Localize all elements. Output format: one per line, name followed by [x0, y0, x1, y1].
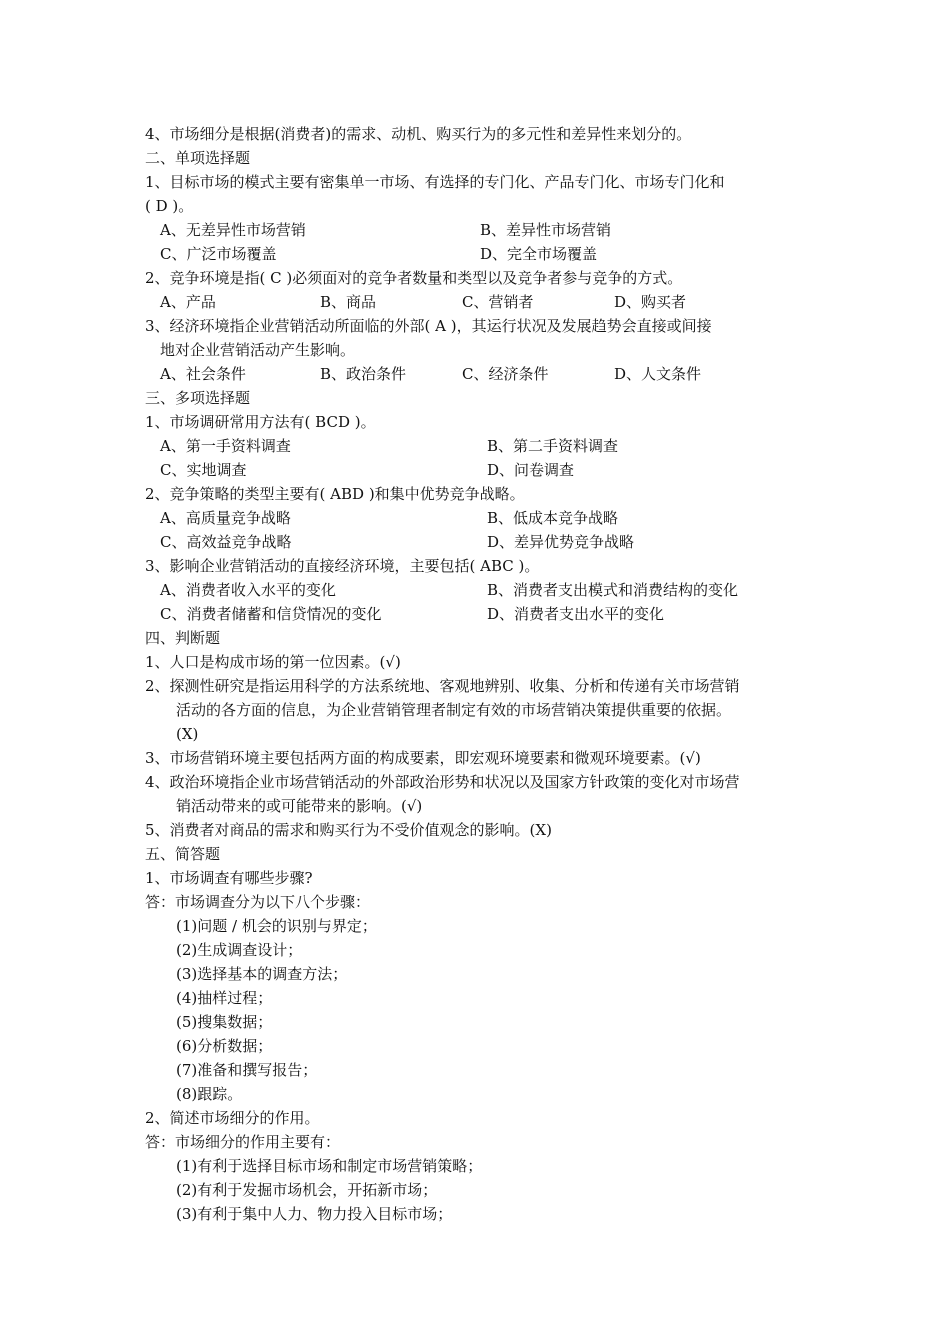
question-true-false-4-intro: 4、市场细分是根据(消费者)的需求、动机、购买行为的多元性和差异性来划分的。	[145, 125, 692, 143]
single-choice-question-1: 1、目标市场的模式主要有密集单一市场、有选择的专门化、产品专门化、市场专门化和	[145, 173, 725, 191]
option-a: A、无差异性市场营销	[160, 221, 306, 239]
option-d: D、消费者支出水平的变化	[487, 605, 665, 623]
option-b: B、商品	[320, 293, 377, 311]
true-false-question-3: 3、市场营销环境主要包括两方面的构成要素，即宏观环境要素和微观环境要素。(√)	[145, 749, 701, 767]
answer-step: (4)抽样过程；	[176, 989, 273, 1007]
option-b: B、低成本竞争战略	[487, 509, 619, 527]
option-d: D、差异优势竞争战略	[487, 533, 635, 551]
true-false-question-2: 2、探测性研究是指运用科学的方法系统地、客观地辨别、收集、分析和传递有关市场营销	[145, 677, 740, 695]
option-c: C、经济条件	[462, 365, 549, 383]
answer-step: (3)选择基本的调查方法；	[176, 965, 348, 983]
short-answer-1-answer: 答：市场调查分为以下八个步骤：	[145, 893, 371, 911]
answer-step: (2)生成调查设计；	[176, 941, 303, 959]
single-choice-question-2: 2、竞争环境是指( C )必须面对的竞争者数量和类型以及竞争者参与竞争的方式。	[145, 269, 683, 287]
section-heading-short-answer: 五、简答题	[145, 845, 221, 863]
section-heading-single-choice: 二、单项选择题	[145, 149, 251, 167]
option-b: B、消费者支出模式和消费结构的变化	[487, 581, 739, 599]
option-c: C、高效益竞争战略	[160, 533, 292, 551]
answer-point: (1)有利于选择目标市场和制定市场营销策略；	[176, 1157, 483, 1175]
option-d: D、问卷调查	[487, 461, 575, 479]
multiple-choice-question-1: 1、市场调研常用方法有( BCD )。	[145, 413, 376, 431]
answer-step: (1)问题 / 机会的识别与界定；	[176, 917, 377, 935]
answer-step: (5)搜集数据；	[176, 1013, 273, 1031]
option-c: C、广泛市场覆盖	[160, 245, 277, 263]
section-heading-multiple-choice: 三、多项选择题	[145, 389, 251, 407]
option-b: B、差异性市场营销	[480, 221, 612, 239]
section-heading-true-false: 四、判断题	[145, 629, 221, 647]
true-false-question-2-answer: (X)	[176, 725, 199, 743]
option-c: C、消费者储蓄和信贷情况的变化	[160, 605, 382, 623]
answer-step: (6)分析数据；	[176, 1037, 273, 1055]
option-a: A、高质量竞争战略	[160, 509, 291, 527]
single-choice-question-3-cont: 地对企业营销活动产生影响。	[160, 341, 356, 359]
option-a: A、消费者收入水平的变化	[160, 581, 336, 599]
multiple-choice-question-2: 2、竞争策略的类型主要有( ABD )和集中优势竞争战略。	[145, 485, 525, 503]
option-a: A、第一手资料调查	[160, 437, 291, 455]
answer-point: (3)有利于集中人力、物力投入目标市场；	[176, 1205, 453, 1223]
option-d: D、人文条件	[614, 365, 702, 383]
true-false-question-5: 5、消费者对商品的需求和购买行为不受价值观念的影响。(X)	[145, 821, 552, 839]
option-d: D、完全市场覆盖	[480, 245, 598, 263]
answer-step: (7)准备和撰写报告；	[176, 1061, 318, 1079]
option-a: A、社会条件	[160, 365, 246, 383]
true-false-question-4: 4、政治环境指企业市场营销活动的外部政治形势和状况以及国家方针政策的变化对市场营	[145, 773, 740, 791]
true-false-question-1: 1、人口是构成市场的第一位因素。(√)	[145, 653, 401, 671]
multiple-choice-question-3: 3、影响企业营销活动的直接经济环境，主要包括( ABC )。	[145, 557, 540, 575]
answer-step: (8)跟踪。	[176, 1085, 243, 1103]
option-d: D、购买者	[614, 293, 687, 311]
short-answer-2-answer: 答：市场细分的作用主要有：	[145, 1133, 341, 1151]
short-answer-question-1: 1、市场调查有哪些步骤?	[145, 869, 313, 887]
option-a: A、产品	[160, 293, 216, 311]
option-c: C、营销者	[462, 293, 534, 311]
option-b: B、第二手资料调查	[487, 437, 619, 455]
true-false-question-4-cont: 销活动带来的或可能带来的影响。(√)	[176, 797, 423, 815]
option-c: C、实地调查	[160, 461, 247, 479]
answer-point: (2)有利于发掘市场机会，开拓新市场；	[176, 1181, 438, 1199]
single-choice-question-1-answer: ( D )。	[145, 197, 194, 215]
true-false-question-2-cont: 活动的各方面的信息，为企业营销管理者制定有效的市场营销决策提供重要的依据。	[176, 701, 732, 719]
short-answer-question-2: 2、简述市场细分的作用。	[145, 1109, 320, 1127]
single-choice-question-3: 3、经济环境指企业营销活动所面临的外部( A )，其运行状况及发展趋势会直接或间接	[145, 317, 712, 335]
option-b: B、政治条件	[320, 365, 407, 383]
